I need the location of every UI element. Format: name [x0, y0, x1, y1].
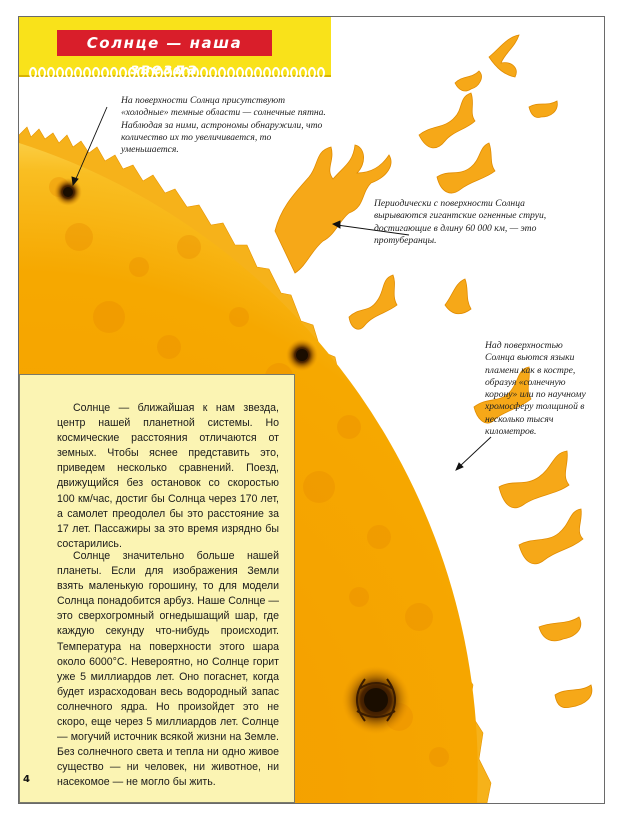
- prominences-annotation: Периодически с поверхности Солнца вырываются гигантские огненные струи, достигающие в длину 60 000 км, — это протуберанцы.: [374, 198, 547, 246]
- binder-ring: [75, 68, 81, 78]
- binder-ring: [102, 68, 108, 78]
- binder-ring: [66, 68, 72, 78]
- body-paragraph-2: Солнце значительно больше нашей планеты. Если для изображения Земли взять маленькую горошину, то для модели Солнца понадобится арбуз. Наше Солнце — это сверхогромный огнедышащий шар, где каждую секунду что-нибудь происходит. Температура на поверхности этого шара около 6000°С. Невероятно, но Солнце горит уже 5 миллиардов лет. Оно погаснет, когда будет израсходован весь водородный запас солнечного ядра. Но произойдет это не скоро, еще через 5 миллиардов лет. Солнце — могучий источник всякой жизни на Земле. Без солнечного света и тепла ни одно живое существо — ни человек, ни животное, ни насекомое — не могло бы жить.: [57, 550, 279, 789]
- binder-ring: [165, 68, 171, 78]
- binder-ring: [84, 68, 90, 78]
- binder-ring: [300, 68, 306, 78]
- binder-ring: [309, 68, 315, 78]
- binder-ring: [237, 68, 243, 78]
- binder-ring: [318, 68, 324, 78]
- body-paragraph-1: Солнце — ближайшая к нам звезда, центр нашей планетной системы. Но космические расстояния отличаются от земных. Чтобы яснее представить это, приведем несколько сравнений. Поезд, движущийся без остановок со скоростью 100 км/час, достиг бы Солнца через 170 лет, а самолет преодолел бы это расстояние за 17 лет. Пассажиры за это время изрядно бы состарились.: [57, 402, 279, 550]
- binder-ring: [93, 68, 99, 78]
- binder-ring: [192, 68, 198, 78]
- binder-ring: [201, 68, 207, 78]
- binder-ring: [291, 68, 297, 78]
- binder-ring: [138, 68, 144, 78]
- binder-ring: [282, 68, 288, 78]
- binder-ring: [120, 68, 126, 78]
- sunspots-annotation: На поверхности Солнца присутствуют «холодные» темные области — солнечные пятна. Наблюдая за ними, астрономы обнаружили, что количество их то увеличивается, то уменьшается.: [121, 95, 326, 156]
- binder-rings: [29, 65, 327, 81]
- book-page: [18, 16, 605, 804]
- binder-ring: [264, 68, 270, 78]
- binder-ring: [156, 68, 162, 78]
- binder-ring: [57, 68, 63, 78]
- binder-ring: [255, 68, 261, 78]
- title-box: [57, 30, 272, 78]
- main-text-box: [19, 374, 295, 803]
- binder-ring: [111, 68, 117, 78]
- binder-ring: [48, 68, 54, 78]
- chromosphere-annotation: Над поверхностью Солнца вьются языки пламени как в костре, образуя «солнечную корону» или по научному хромосферу толщиной в несколько тысяч километров.: [485, 340, 586, 438]
- binder-ring: [210, 68, 216, 78]
- binder-ring: [228, 68, 234, 78]
- binder-ring: [129, 68, 135, 78]
- binder-ring: [174, 68, 180, 78]
- binder-ring: [147, 68, 153, 78]
- binder-ring: [273, 68, 279, 78]
- binder-ring: [39, 68, 45, 78]
- binder-ring: [183, 68, 189, 78]
- page-number: 4: [23, 774, 30, 785]
- binder-ring: [219, 68, 225, 78]
- binder-ring: [30, 68, 36, 78]
- page-title: Солнце — наша звезда: [86, 34, 243, 78]
- binder-ring: [246, 68, 252, 78]
